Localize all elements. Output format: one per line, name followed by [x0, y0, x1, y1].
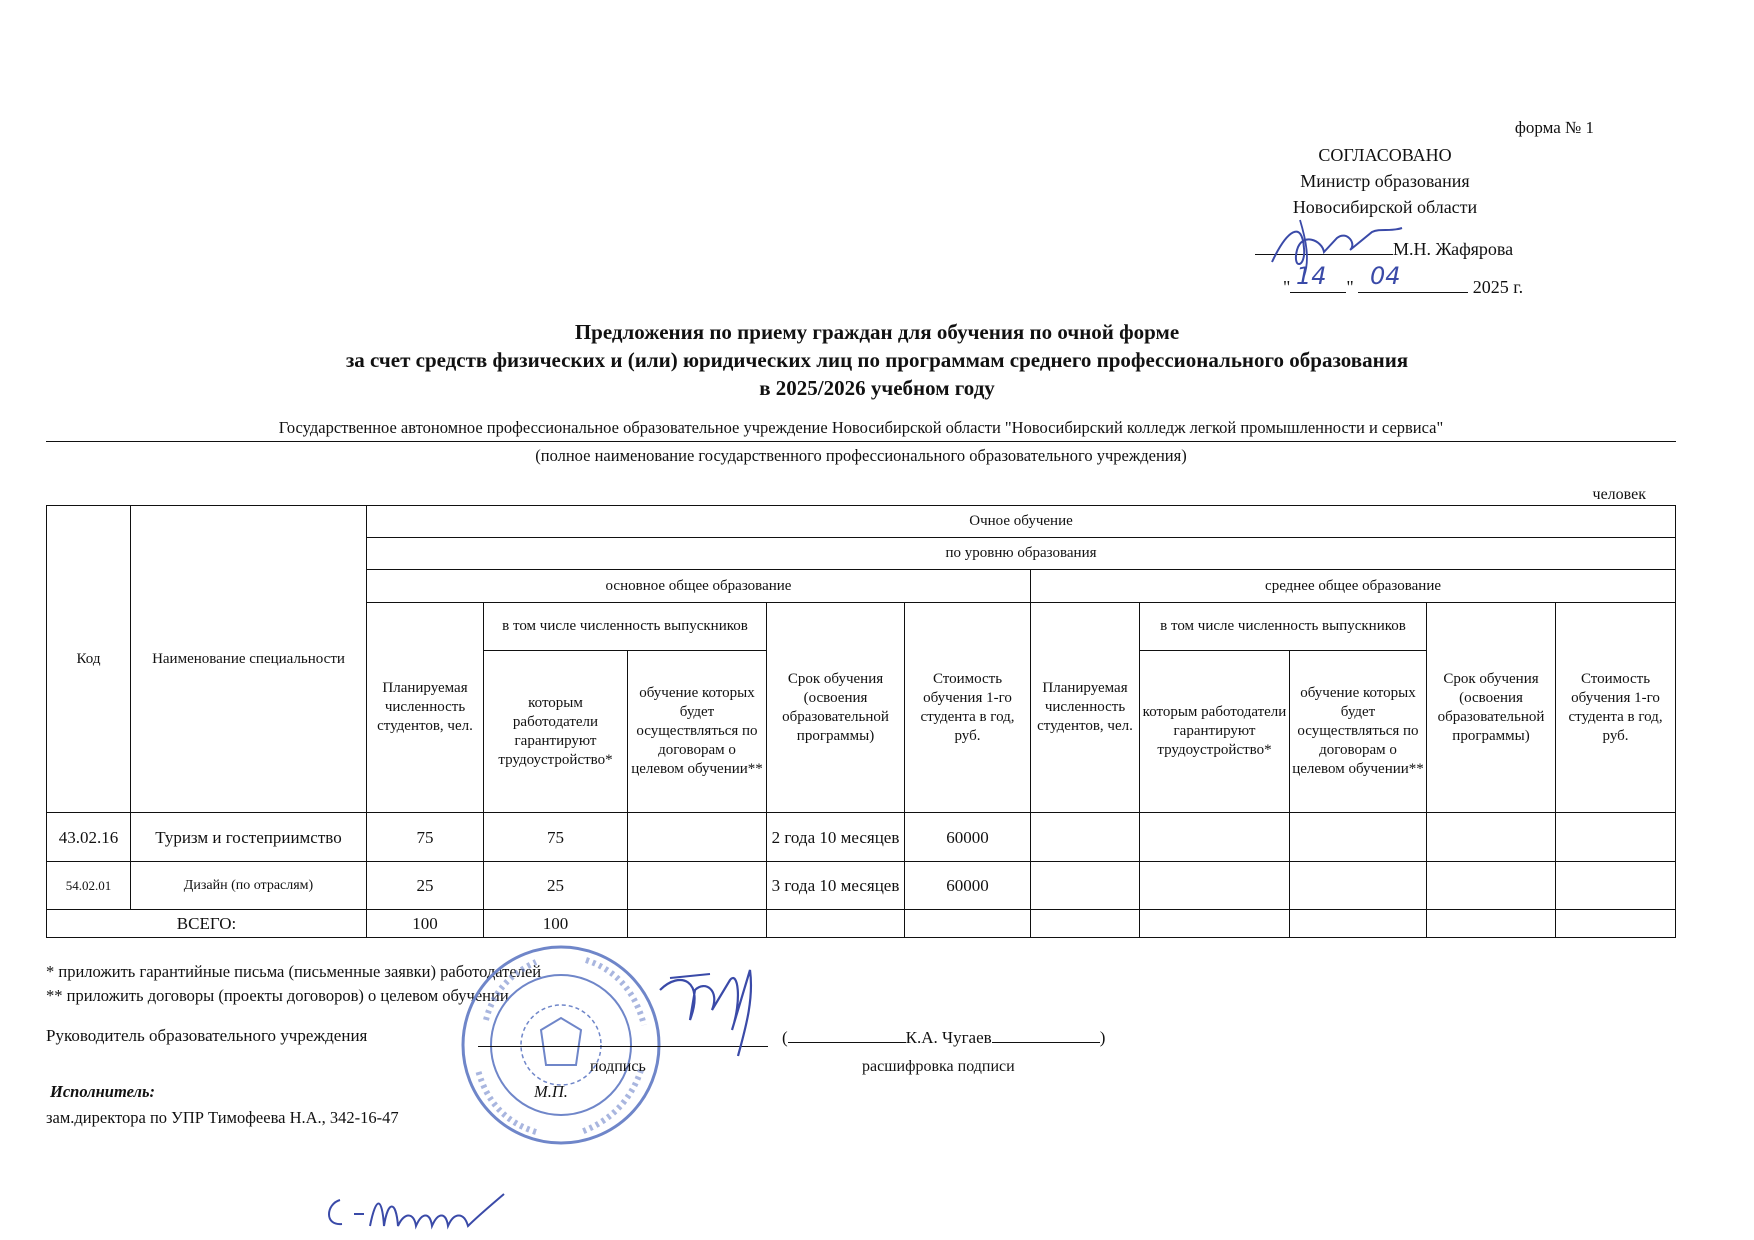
date-year: 2025 г. — [1472, 277, 1524, 297]
by-level-header: по уровню образования — [367, 538, 1676, 570]
employers-basic-header: которым работодатели гарантируют трудоустройство* — [484, 651, 628, 813]
basic-general-header: основное общее образование — [367, 570, 1031, 603]
organization-name: Государственное автономное профессиональное образовательное учреждение Новосибирской области "Новосибирский колледж легкой промышленности и сервиса" — [46, 418, 1676, 442]
approver-name: М.Н. Жафярова — [1393, 239, 1514, 259]
approval-date: " " 2025 г. — [1283, 277, 1524, 297]
row-guaranteed: 25 — [484, 862, 628, 910]
table-row — [47, 813, 1676, 862]
approver-position-2: Новосибирской области — [1292, 197, 1478, 217]
graduates-basic-header: в том числе численность выпускников — [484, 603, 767, 651]
handwritten-mark-icon — [318, 1186, 538, 1236]
row-target — [628, 813, 767, 862]
date-month-handwritten: 04 — [1370, 262, 1401, 290]
planned-basic-header: Планируемая численность студентов, чел. — [367, 603, 484, 813]
head-name: К.А. Чугаев — [905, 1028, 992, 1047]
col-name-header: Наименование специальности — [131, 506, 367, 813]
col-code-header: Код — [47, 506, 131, 813]
head-label: Руководитель образовательного учреждения — [46, 1026, 368, 1045]
approval-block — [1240, 142, 1530, 220]
admission-table — [46, 505, 1676, 938]
row-duration: 2 года 10 месяцев — [767, 813, 905, 862]
planned-secondary-header: Планируемая численность студентов, чел. — [1031, 603, 1140, 813]
graduates-secondary-header: в том числе численность выпускников — [1140, 603, 1427, 651]
signature-caption: подпись — [590, 1058, 646, 1075]
duration-basic-header: Срок обучения (освоения образовательной программы) — [767, 603, 905, 813]
row-target — [628, 862, 767, 910]
duration-secondary-header: Срок обучения (освоения образовательной программы) — [1427, 603, 1556, 813]
table-row — [47, 862, 1676, 910]
total-planned: 100 — [367, 910, 484, 938]
row-code: 43.02.16 — [47, 813, 131, 862]
secondary-general-header: среднее общее образование — [1031, 570, 1676, 603]
row-cost: 60000 — [905, 862, 1031, 910]
cost-basic-header: Стоимость обучения 1-го студента в год, руб. — [905, 603, 1031, 813]
row-name: Дизайн (по отраслям) — [131, 862, 367, 910]
row-name: Туризм и гостеприимство — [131, 813, 367, 862]
cost-secondary-header: Стоимость обучения 1-го студента в год, руб. — [1556, 603, 1676, 813]
employers-secondary-header: которым работодатели гарантируют трудоустройство* — [1140, 651, 1290, 813]
row-guaranteed: 75 — [484, 813, 628, 862]
total-row — [47, 910, 1676, 938]
total-guaranteed: 100 — [484, 910, 628, 938]
unit-label: человек — [1592, 486, 1646, 503]
footnote-1: * приложить гарантийные письма (письменные заявки) работодателей — [46, 962, 542, 981]
form-number: форма № 1 — [1514, 118, 1594, 137]
row-cost: 60000 — [905, 813, 1031, 862]
target-secondary-header: обучение которых будет осуществляться по договорам о целевом обучении** — [1290, 651, 1427, 813]
total-label: ВСЕГО: — [47, 910, 367, 938]
executor-label: Исполнитель: — [50, 1082, 156, 1101]
footnote-2: ** приложить договоры (проекты договоров) о целевом обучении — [46, 986, 509, 1005]
row-planned: 25 — [367, 862, 484, 910]
head-signature-icon — [650, 960, 770, 1060]
full-time-header: Очное обучение — [367, 506, 1676, 538]
executor-name: зам.директора по УПР Тимофеева Н.А., 342-16-47 — [46, 1108, 399, 1127]
approved-label: СОГЛАСОВАНО — [1318, 145, 1452, 165]
document-title: Предложения по приему граждан для обучения по очной форме за счет средств физических и (или) юридических лиц по программам среднего профессионального образования в 2025/2026 учебном году — [345, 320, 1409, 400]
row-planned: 75 — [367, 813, 484, 862]
decode-caption: расшифровка подписи — [862, 1058, 1015, 1075]
date-day-handwritten: 14 — [1296, 262, 1327, 290]
row-code: 54.02.01 — [47, 862, 131, 910]
row-duration: 3 года 10 месяцев — [767, 862, 905, 910]
head-decode: ( К.А. Чугаев ) — [782, 1028, 1106, 1047]
stamp-place-label: М.П. — [534, 1082, 568, 1101]
target-basic-header: обучение которых будет осуществляться по договорам о целевом обучении** — [628, 651, 767, 813]
official-stamp-icon — [456, 940, 666, 1150]
approver-position-1: Министр образования — [1300, 171, 1470, 191]
organization-caption: (полное наименование государственного профессионального образовательного учреждения) — [535, 446, 1187, 465]
